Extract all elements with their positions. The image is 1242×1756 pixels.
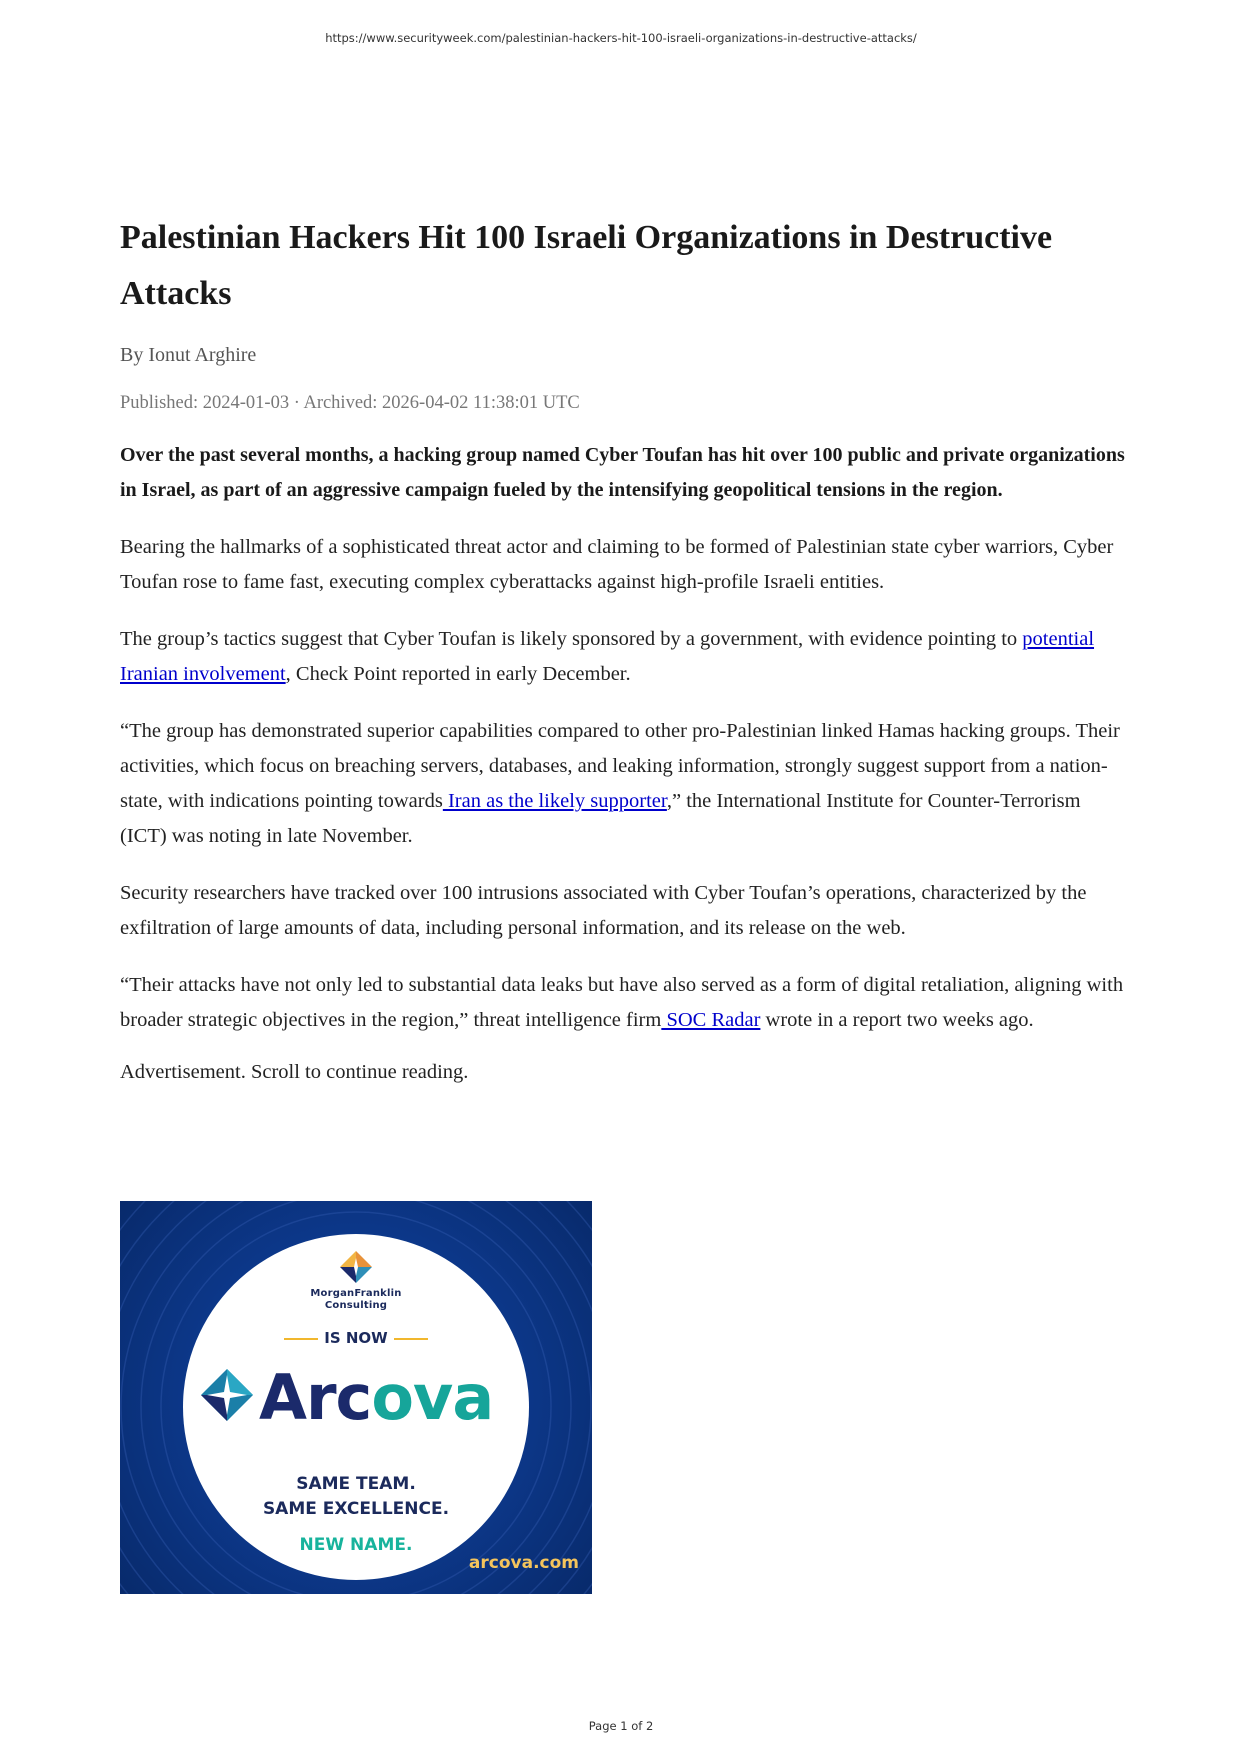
paragraph-3-text-before: “The group has demonstrated superior capabilities compared to other pro-Palestinian linked Hamas hacking groups. Their activities, which focus on breaching servers, databases, and leaking information, strongly suggest support from a nation-state, with indications pointing towards (120, 720, 1120, 812)
page-url-header: https://www.securityweek.com/palestinian-hackers-hit-100-israeli-organizations-in-destructive-attacks/ (325, 31, 917, 45)
paragraph-3-text-after: ,” the International Institute for Counter-Terrorism (ICT) was noting in late November. (120, 790, 1081, 847)
paragraph-5 (120, 968, 1130, 1038)
paragraph-5-text-after: wrote in a report two weeks ago. (760, 1009, 1034, 1031)
wordmark-main: Arc (259, 1361, 372, 1434)
page-number: Page 1 of 2 (588, 1719, 654, 1733)
link-soc-radar[interactable]: SOC Radar (661, 1009, 761, 1031)
article (120, 210, 1130, 1084)
paragraph-2 (120, 622, 1130, 692)
paragraph-5-text-before: “Their attacks have not only led to substantial data leaks but have also served as a form of digital retaliation, aligning with broader strategic objectives in the region,” threat intelligence firm (120, 974, 1124, 1031)
advertisement-label: Advertisement. Scroll to continue reading. (120, 1061, 469, 1083)
article-byline: By Ionut Arghire (120, 344, 257, 366)
article-title: Palestinian Hackers Hit 100 Israeli Organizations in Destructive Attacks (120, 219, 1053, 312)
article-lead: Over the past several months, a hacking group named Cyber Toufan has hit over 100 public and private organizations in Israel, as part of an aggressive campaign fueled by the intensifying geopolitical tensions in the region. (120, 444, 1125, 501)
advertisement-banner[interactable] (120, 1201, 592, 1594)
ad-url[interactable]: arcova.com (468, 1553, 579, 1573)
article-meta: Published: 2024-01-03 · Archived: 2026-04-02 11:38:01 UTC (120, 393, 580, 413)
morganfranklin-brand-text (183, 1288, 529, 1312)
paragraph-2-text-after: , Check Point reported in early December. (285, 663, 631, 685)
is-now-label (183, 1329, 529, 1347)
paragraph-3 (120, 714, 1130, 854)
link-iranian-involvement[interactable]: potential Iranian involvement (120, 628, 1095, 685)
tagline-new-name: NEW NAME. (299, 1535, 413, 1555)
wordmark-accent: ova (371, 1361, 494, 1434)
brand-line-2: Consulting (324, 1300, 388, 1311)
paragraph-2-text-before: The group’s tactics suggest that Cyber Toufan is likely sponsored by a government, with evidence pointing to (120, 628, 1023, 650)
tagline-same-team: SAME TEAM. (296, 1474, 416, 1494)
link-iran-supporter[interactable]: Iran as the likely supporter (442, 790, 667, 812)
paragraph-4: Security researchers have tracked over 100 intrusions associated with Cyber Toufan’s operations, characterized by the exfiltration of large amounts of data, including personal information, and its release on the web. (120, 882, 1087, 939)
arcova-star-icon (201, 1369, 253, 1421)
arcova-wordmark (259, 1362, 493, 1434)
tagline-same-excellence: SAME EXCELLENCE. (262, 1499, 450, 1519)
is-now-text: IS NOW (324, 1329, 388, 1347)
morganfranklin-logo-icon (340, 1251, 372, 1283)
is-now-left-rule (284, 1338, 318, 1340)
paragraph-1: Bearing the hallmarks of a sophisticated threat actor and claiming to be formed of Palestinian state cyber warriors, Cyber Toufan rose to fame fast, executing complex cyberattacks against high-profile Israeli entities. (120, 536, 1114, 593)
brand-line-1: MorganFranklin (310, 1288, 402, 1299)
is-now-right-rule (394, 1338, 428, 1340)
ad-white-circle (183, 1234, 529, 1580)
